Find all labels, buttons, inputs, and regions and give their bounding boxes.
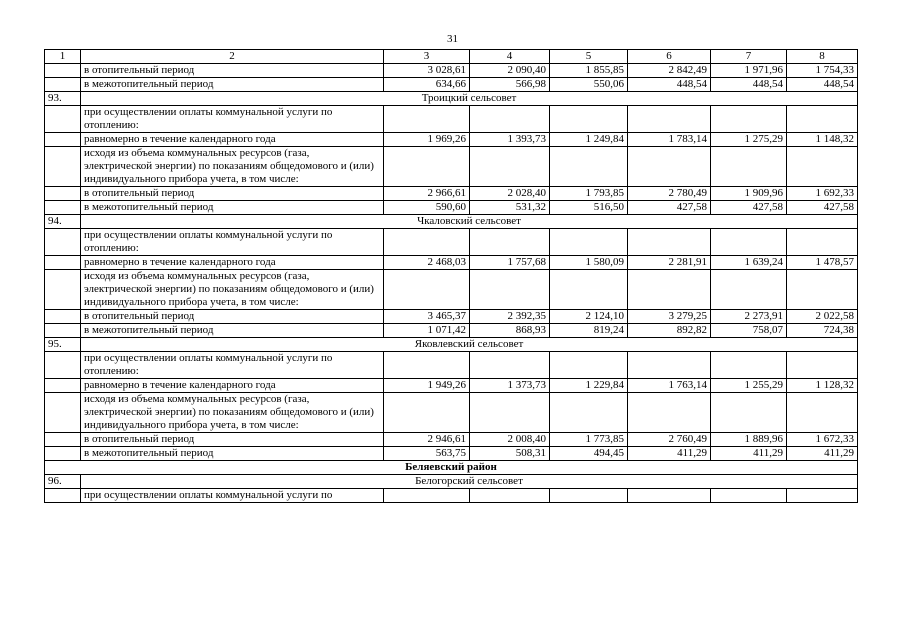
value-cell: 758,07 bbox=[711, 324, 787, 338]
value-cell: 2 028,40 bbox=[470, 187, 550, 201]
row-label: в отопительный период bbox=[81, 64, 384, 78]
row-text: при осуществлении оплаты коммунальной услуги по отоплению: bbox=[81, 106, 384, 133]
value-cell bbox=[384, 489, 470, 503]
value-cell: 1 128,32 bbox=[787, 379, 858, 393]
value-cell: 634,66 bbox=[384, 78, 470, 92]
value-cell: 427,58 bbox=[711, 201, 787, 215]
value-cell: 550,06 bbox=[550, 78, 628, 92]
value-cell: 411,29 bbox=[787, 447, 858, 461]
value-cell: 1 639,24 bbox=[711, 256, 787, 270]
value-cell bbox=[550, 393, 628, 433]
value-cell bbox=[550, 229, 628, 256]
row-text: при осуществлении оплаты коммунальной услуги по bbox=[81, 489, 384, 503]
row-label: равномерно в течение календарного года bbox=[81, 379, 384, 393]
value-cell: 3 465,37 bbox=[384, 310, 470, 324]
value-cell bbox=[628, 147, 711, 187]
row-number-cell bbox=[45, 256, 81, 270]
value-cell: 448,54 bbox=[787, 78, 858, 92]
value-cell: 590,60 bbox=[384, 201, 470, 215]
value-cell bbox=[711, 147, 787, 187]
table-row bbox=[45, 64, 858, 78]
row-number-cell bbox=[45, 447, 81, 461]
section-title: Троицкий сельсовет bbox=[81, 92, 858, 106]
value-cell bbox=[384, 147, 470, 187]
row-number-cell bbox=[45, 393, 81, 433]
row-text: исходя из объема коммунальных ресурсов (газа, электрической энергии) по показаниям общедомового и (или) индивидуального прибора учета, в том числе: bbox=[81, 147, 384, 187]
value-cell bbox=[470, 489, 550, 503]
value-cell bbox=[550, 352, 628, 379]
value-cell: 1 969,26 bbox=[384, 133, 470, 147]
row-number-cell bbox=[45, 489, 81, 503]
value-cell: 448,54 bbox=[711, 78, 787, 92]
value-cell: 411,29 bbox=[711, 447, 787, 461]
value-cell: 1 773,85 bbox=[550, 433, 628, 447]
value-cell bbox=[711, 229, 787, 256]
row-label: в межотопительный период bbox=[81, 447, 384, 461]
row-label: в отопительный период bbox=[81, 433, 384, 447]
value-cell: 1 071,42 bbox=[384, 324, 470, 338]
table-row bbox=[45, 433, 858, 447]
value-cell bbox=[470, 147, 550, 187]
value-cell: 1 855,85 bbox=[550, 64, 628, 78]
value-cell bbox=[711, 106, 787, 133]
district-title: Беляевский район bbox=[45, 461, 858, 475]
value-cell: 1 478,57 bbox=[787, 256, 858, 270]
table-row bbox=[45, 201, 858, 215]
value-cell: 566,98 bbox=[470, 78, 550, 92]
value-cell bbox=[628, 393, 711, 433]
value-cell: 427,58 bbox=[787, 201, 858, 215]
value-cell: 2 780,49 bbox=[628, 187, 711, 201]
value-cell: 1 393,73 bbox=[470, 133, 550, 147]
section-number: 96. bbox=[45, 475, 81, 489]
value-cell: 3 279,25 bbox=[628, 310, 711, 324]
value-cell: 2 090,40 bbox=[470, 64, 550, 78]
table-row bbox=[45, 393, 858, 433]
row-number-cell bbox=[45, 147, 81, 187]
value-cell bbox=[628, 229, 711, 256]
table-row bbox=[45, 489, 858, 503]
value-cell: 724,38 bbox=[787, 324, 858, 338]
value-cell: 1 754,33 bbox=[787, 64, 858, 78]
row-text: исходя из объема коммунальных ресурсов (газа, электрической энергии) по показаниям общедомового и (или) индивидуального прибора учета, в том числе: bbox=[81, 393, 384, 433]
table-row bbox=[45, 379, 858, 393]
value-cell bbox=[470, 106, 550, 133]
column-header: 1 bbox=[45, 50, 81, 64]
row-label: в межотопительный период bbox=[81, 78, 384, 92]
column-header: 2 bbox=[81, 50, 384, 64]
row-number-cell bbox=[45, 133, 81, 147]
row-number-cell bbox=[45, 78, 81, 92]
column-header: 3 bbox=[384, 50, 470, 64]
value-cell: 2 273,91 bbox=[711, 310, 787, 324]
value-cell bbox=[550, 270, 628, 310]
value-cell bbox=[787, 352, 858, 379]
row-label: в межотопительный период bbox=[81, 324, 384, 338]
value-cell: 1 971,96 bbox=[711, 64, 787, 78]
value-cell: 892,82 bbox=[628, 324, 711, 338]
value-cell: 1 909,96 bbox=[711, 187, 787, 201]
value-cell bbox=[711, 352, 787, 379]
value-cell: 3 028,61 bbox=[384, 64, 470, 78]
table-row bbox=[45, 229, 858, 256]
value-cell: 494,45 bbox=[550, 447, 628, 461]
page-number: 31 bbox=[447, 33, 458, 45]
value-cell: 563,75 bbox=[384, 447, 470, 461]
value-cell: 2 008,40 bbox=[470, 433, 550, 447]
value-cell: 427,58 bbox=[628, 201, 711, 215]
value-cell: 1 889,96 bbox=[711, 433, 787, 447]
table-row bbox=[45, 147, 858, 187]
value-cell bbox=[384, 106, 470, 133]
value-cell: 1 229,84 bbox=[550, 379, 628, 393]
tariff-table bbox=[44, 49, 858, 503]
value-cell: 1 255,29 bbox=[711, 379, 787, 393]
value-cell bbox=[787, 270, 858, 310]
row-number-cell bbox=[45, 229, 81, 256]
row-number-cell bbox=[45, 433, 81, 447]
value-cell: 2 946,61 bbox=[384, 433, 470, 447]
table-row bbox=[45, 106, 858, 133]
section-title-row bbox=[45, 92, 858, 106]
value-cell bbox=[384, 393, 470, 433]
value-cell: 448,54 bbox=[628, 78, 711, 92]
value-cell bbox=[711, 270, 787, 310]
value-cell: 1 148,32 bbox=[787, 133, 858, 147]
value-cell bbox=[384, 352, 470, 379]
value-cell: 2 022,58 bbox=[787, 310, 858, 324]
table-row bbox=[45, 352, 858, 379]
value-cell: 1 580,09 bbox=[550, 256, 628, 270]
value-cell: 1 692,33 bbox=[787, 187, 858, 201]
value-cell bbox=[550, 106, 628, 133]
value-cell: 1 949,26 bbox=[384, 379, 470, 393]
section-number: 95. bbox=[45, 338, 81, 352]
column-header: 5 bbox=[550, 50, 628, 64]
table-row bbox=[45, 133, 858, 147]
row-text: исходя из объема коммунальных ресурсов (газа, электрической энергии) по показаниям общедомового и (или) индивидуального прибора учета, в том числе: bbox=[81, 270, 384, 310]
value-cell: 868,93 bbox=[470, 324, 550, 338]
table-row bbox=[45, 310, 858, 324]
value-cell: 1 793,85 bbox=[550, 187, 628, 201]
value-cell bbox=[384, 270, 470, 310]
row-label: в межотопительный период bbox=[81, 201, 384, 215]
row-label: в отопительный период bbox=[81, 310, 384, 324]
district-row bbox=[45, 461, 858, 475]
value-cell bbox=[628, 270, 711, 310]
section-title-row bbox=[45, 215, 858, 229]
section-title-row bbox=[45, 475, 858, 489]
section-title-row bbox=[45, 338, 858, 352]
value-cell: 411,29 bbox=[628, 447, 711, 461]
row-label: в отопительный период bbox=[81, 187, 384, 201]
value-cell: 1 373,73 bbox=[470, 379, 550, 393]
row-number-cell bbox=[45, 201, 81, 215]
column-header: 6 bbox=[628, 50, 711, 64]
value-cell bbox=[711, 393, 787, 433]
value-cell: 1 275,29 bbox=[711, 133, 787, 147]
value-cell: 508,31 bbox=[470, 447, 550, 461]
value-cell bbox=[628, 106, 711, 133]
table-row bbox=[45, 270, 858, 310]
value-cell bbox=[384, 229, 470, 256]
value-cell bbox=[711, 489, 787, 503]
value-cell: 2 392,35 bbox=[470, 310, 550, 324]
table-row bbox=[45, 78, 858, 92]
value-cell bbox=[787, 106, 858, 133]
section-title: Чкаловский сельсовет bbox=[81, 215, 858, 229]
value-cell bbox=[470, 352, 550, 379]
row-number-cell bbox=[45, 187, 81, 201]
row-number-cell bbox=[45, 379, 81, 393]
value-cell: 531,32 bbox=[470, 201, 550, 215]
section-title: Яковлевский сельсовет bbox=[81, 338, 858, 352]
table-row bbox=[45, 256, 858, 270]
row-number-cell bbox=[45, 270, 81, 310]
value-cell: 1 757,68 bbox=[470, 256, 550, 270]
value-cell bbox=[470, 270, 550, 310]
value-cell: 2 966,61 bbox=[384, 187, 470, 201]
value-cell: 1 672,33 bbox=[787, 433, 858, 447]
value-cell: 2 468,03 bbox=[384, 256, 470, 270]
value-cell bbox=[628, 489, 711, 503]
table-row bbox=[45, 324, 858, 338]
column-header: 7 bbox=[711, 50, 787, 64]
value-cell bbox=[550, 147, 628, 187]
table-row bbox=[45, 447, 858, 461]
row-number-cell bbox=[45, 324, 81, 338]
value-cell: 819,24 bbox=[550, 324, 628, 338]
value-cell bbox=[787, 229, 858, 256]
value-cell bbox=[787, 147, 858, 187]
column-header: 8 bbox=[787, 50, 858, 64]
row-number-cell bbox=[45, 64, 81, 78]
value-cell: 2 842,49 bbox=[628, 64, 711, 78]
value-cell bbox=[787, 489, 858, 503]
value-cell: 2 124,10 bbox=[550, 310, 628, 324]
value-cell: 1 783,14 bbox=[628, 133, 711, 147]
section-title: Белогорский сельсовет bbox=[81, 475, 858, 489]
value-cell: 516,50 bbox=[550, 201, 628, 215]
value-cell bbox=[787, 393, 858, 433]
row-text: при осуществлении оплаты коммунальной услуги по отоплению: bbox=[81, 229, 384, 256]
value-cell bbox=[470, 229, 550, 256]
row-number-cell bbox=[45, 310, 81, 324]
value-cell bbox=[628, 352, 711, 379]
section-number: 93. bbox=[45, 92, 81, 106]
header-row bbox=[45, 50, 858, 64]
value-cell: 1 249,84 bbox=[550, 133, 628, 147]
value-cell bbox=[470, 393, 550, 433]
value-cell: 2 760,49 bbox=[628, 433, 711, 447]
row-number-cell bbox=[45, 106, 81, 133]
value-cell: 1 763,14 bbox=[628, 379, 711, 393]
row-label: равномерно в течение календарного года bbox=[81, 133, 384, 147]
row-label: равномерно в течение календарного года bbox=[81, 256, 384, 270]
table-row bbox=[45, 187, 858, 201]
value-cell bbox=[550, 489, 628, 503]
row-text: при осуществлении оплаты коммунальной услуги по отоплению: bbox=[81, 352, 384, 379]
column-header: 4 bbox=[470, 50, 550, 64]
value-cell: 2 281,91 bbox=[628, 256, 711, 270]
section-number: 94. bbox=[45, 215, 81, 229]
row-number-cell bbox=[45, 352, 81, 379]
